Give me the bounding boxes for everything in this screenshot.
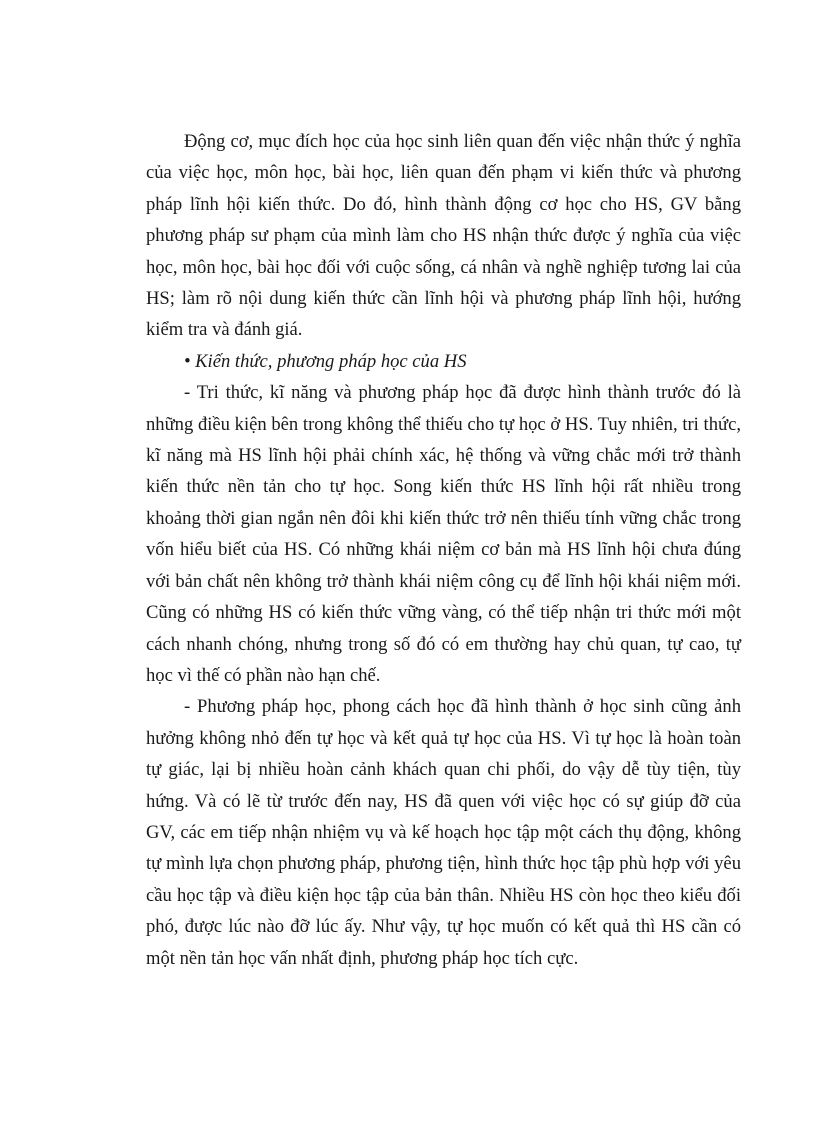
paragraph-method: - Phương pháp học, phong cách học đã hình thành ở học sinh cũng ảnh hưởng không nhỏ đến tự học và kết quả tự học của HS. Vì tự học là hoàn toàn tự giác, lại bị nhiều hoàn cảnh khách quan chi phối, do vậy dễ tùy tiện, tùy hứng. Và có lẽ từ trước đến nay, HS đã quen với việc học có sự giúp đỡ của GV, các em tiếp nhận nhiệm vụ và kế hoạch học tập một cách thụ động, không tự mình lựa chọn phương pháp, phương tiện, hình thức học tập phù hợp với yêu cầu học tập và điều kiện học tập của bản thân. Nhiều HS còn học theo kiểu đối phó, được lúc nào đỡ lúc ấy. Như vậy, tự học muốn có kết quả thì HS cần có một nền tản học vấn nhất định, phương pháp học tích cực.: [146, 696, 741, 969]
paragraph-knowledge: - Tri thức, kĩ năng và phương pháp học đã được hình thành trước đó là những điều kiện bên trong không thể thiếu cho tự học ở HS. Tuy nhiên, tri thức, kĩ năng mà HS lĩnh hội phải chính xác, hệ thống và vững chắc mới trở thành kiến thức nền tản cho tự học. Song kiến thức HS lĩnh hội rất nhiều trong khoảng thời gian ngắn nên đôi khi kiến thức trở nên thiếu tính vững chắc trong vốn hiểu biết của HS. Có những khái niệm cơ bản mà HS lĩnh hội chưa đúng với bản chất nên không trở thành khái niệm công cụ để lĩnh hội khái niệm mới. Cũng có những HS có kiến thức vững vàng, có thể tiếp nhận tri thức mới một cách nhanh chóng, nhưng trong số đó có em thường hay chủ quan, tự cao, tự học vì thế có phần nào hạn chế.: [146, 382, 741, 686]
document-body: [146, 126, 741, 974]
paragraph-motivation: Động cơ, mục đích học của học sinh liên quan đến việc nhận thức ý nghĩa của việc học, môn học, bài học, liên quan đến phạm vi kiến thức và phương pháp lĩnh hội kiến thức. Do đó, hình thành động cơ học cho HS, GV bằng phương pháp sư phạm của mình làm cho HS nhận thức được ý nghĩa của việc học, môn học, bài học đối với cuộc sống, cá nhân và nghề nghiệp tương lai của HS; làm rõ nội dung kiến thức cần lĩnh hội và phương pháp lĩnh hội, hướng kiểm tra và đánh giá.: [146, 131, 741, 341]
section-heading: • Kiến thức, phương pháp học của HS: [184, 350, 467, 372]
